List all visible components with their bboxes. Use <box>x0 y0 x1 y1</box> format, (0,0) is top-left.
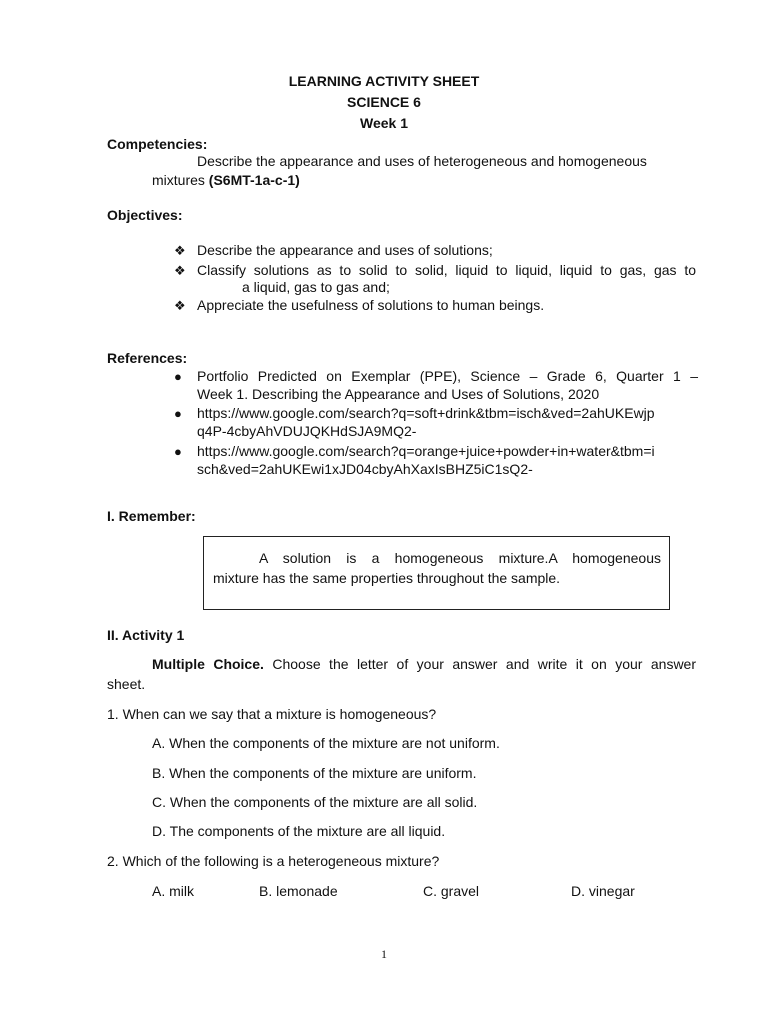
question-1: 1. When can we say that a mixture is homogeneous? <box>107 706 437 722</box>
reference-link-continuation[interactable]: q4P-4cbyAhVDUJQKHdSJA9MQ2- <box>197 423 417 439</box>
objectives-heading: Objectives: <box>107 207 183 223</box>
round-bullet-icon: ● <box>174 444 182 459</box>
diamond-bullet-icon: ❖ <box>174 298 186 313</box>
round-bullet-icon: ● <box>174 406 182 421</box>
choice-1a: A. When the components of the mixture are not uniform. <box>152 735 500 751</box>
objective-item: Classify solutions as to solid to solid, liquid to liquid, liquid to gas, gas to <box>197 262 696 278</box>
choice-2c: C. gravel <box>423 883 480 899</box>
subject-title: SCIENCE 6 <box>347 94 421 110</box>
reference-item-continuation: Week 1. Describing the Appearance and Uses of Solutions, 2020 <box>197 386 600 402</box>
choice-2b: B. lemonade <box>259 883 338 899</box>
diamond-bullet-icon: ❖ <box>174 243 186 258</box>
competencies-text-line2 <box>152 171 300 190</box>
choice-1b: B. When the components of the mixture are uniform. <box>152 765 477 781</box>
page-number: 1 <box>381 947 387 961</box>
definition-line1: A solution is a homogeneous mixture.A homogeneous <box>259 550 661 566</box>
reference-link[interactable]: https://www.google.com/search?q=soft+drink&tbm=isch&ved=2ahUKEwjp <box>197 405 655 421</box>
references-heading: References: <box>107 350 188 366</box>
objective-item: Appreciate the usefulness of solutions to human beings. <box>197 297 545 313</box>
round-bullet-icon: ● <box>174 369 182 384</box>
definition-box <box>203 536 670 610</box>
instruction-line1 <box>152 655 696 674</box>
reference-link-continuation[interactable]: sch&ved=2ahUKEwi1xJD04cbyAhXaxIsBHZ5iC1sQ2- <box>197 461 533 477</box>
objective-item: Describe the appearance and uses of solutions; <box>197 242 493 258</box>
week-title: Week 1 <box>360 115 408 131</box>
choice-2d: D. vinegar <box>571 883 635 899</box>
instruction-text: Choose the letter of your answer and write it on your answer <box>272 656 697 672</box>
reference-link[interactable]: https://www.google.com/search?q=orange+juice+powder+in+water&tbm=i <box>197 443 655 459</box>
choice-2a: A. milk <box>152 883 194 899</box>
competency-code: (S6MT-1a-c-1) <box>208 172 300 188</box>
competencies-text: mixtures <box>152 172 205 188</box>
diamond-bullet-icon: ❖ <box>174 263 186 278</box>
activity-heading: II. Activity 1 <box>107 627 185 643</box>
instruction-line2: sheet. <box>107 676 146 692</box>
objective-item-continuation: a liquid, gas to gas and; <box>242 279 390 295</box>
question-2: 2. Which of the following is a heterogeneous mixture? <box>107 853 440 869</box>
instruction-label: Multiple Choice. <box>152 656 264 672</box>
reference-item: Portfolio Predicted on Exemplar (PPE), Science – Grade 6, Quarter 1 – <box>197 368 698 384</box>
competencies-text-line1: Describe the appearance and uses of heterogeneous and homogeneous <box>197 153 647 169</box>
definition-line2: mixture has the same properties throughout the sample. <box>213 570 561 586</box>
choice-1d: D. The components of the mixture are all liquid. <box>152 823 446 839</box>
competencies-heading: Competencies: <box>107 136 208 152</box>
sheet-title: LEARNING ACTIVITY SHEET <box>288 73 480 89</box>
remember-heading: I. Remember: <box>107 508 196 524</box>
choice-1c: C. When the components of the mixture are all solid. <box>152 794 478 810</box>
